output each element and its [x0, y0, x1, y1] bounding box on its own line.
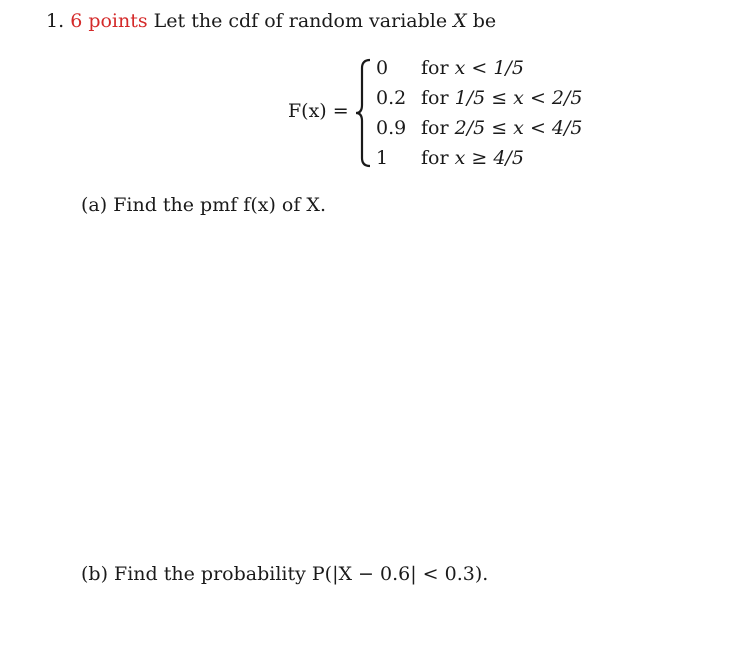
part-a-label: (a): [81, 194, 108, 216]
problem-header: [46, 10, 496, 32]
condition-prefix: for: [421, 57, 449, 79]
random-variable-symbol: X: [453, 10, 467, 32]
part-a-question: [81, 194, 326, 216]
condition-expression: x < 1/5: [454, 57, 524, 79]
problem-intro-end: be: [472, 10, 497, 32]
part-b-text: Find the probability P(|X − 0.6| < 0.3).: [114, 563, 489, 585]
condition-expression: x ≥ 4/5: [454, 147, 524, 169]
cdf-row-value: 0.9: [376, 117, 407, 139]
part-b-question: [81, 563, 488, 585]
cdf-row-condition: [421, 57, 524, 79]
points-label: 6 points: [70, 10, 148, 32]
problem-intro: Let the cdf of random variable: [153, 10, 448, 32]
cdf-lhs: [288, 100, 349, 122]
cdf-row-value: 0: [376, 57, 389, 79]
condition-expression: 1/5 ≤ x < 2/5: [454, 87, 583, 109]
condition-expression: 2/5 ≤ x < 4/5: [454, 117, 583, 139]
condition-prefix: for: [421, 87, 449, 109]
condition-prefix: for: [421, 147, 449, 169]
cdf-row-condition: [421, 147, 524, 169]
cdf-row-condition: [421, 87, 582, 109]
cdf-row-value: 0.2: [376, 87, 407, 109]
cdf-row-condition: [421, 117, 582, 139]
cdf-function-label: F(x) =: [288, 100, 349, 122]
cdf-row-value: 1: [376, 147, 389, 169]
part-a-text: Find the pmf f(x) of X.: [113, 194, 326, 216]
problem-number: 1.: [46, 10, 65, 32]
piecewise-brace: [354, 58, 374, 168]
condition-prefix: for: [421, 117, 449, 139]
part-b-label: (b): [81, 563, 108, 585]
